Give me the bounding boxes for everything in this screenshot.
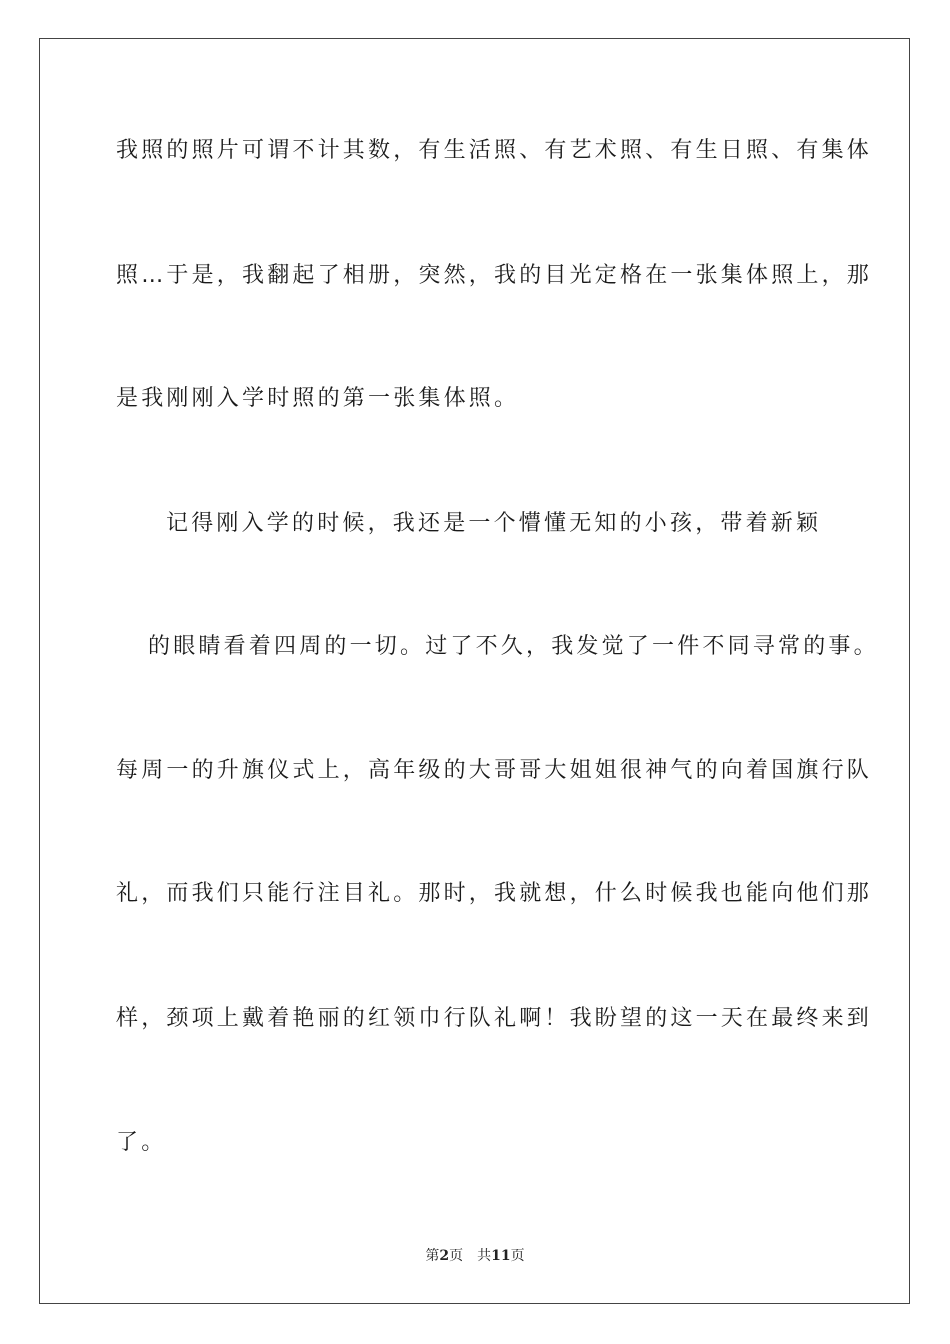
text-line-1: 我照的照片可谓不计其数，有生活照、有艺术照、有生日照、有集体 [116, 138, 873, 163]
text-line-2: 照…于是，我翻起了相册，突然，我的目光定格在一张集体照上，那 [116, 263, 873, 288]
page-border [39, 38, 910, 1304]
text-line-6: 每周一的升旗仪式上，高年级的大哥哥大姐姐很神气的向着国旗行队 [116, 758, 873, 783]
text-line-4: 记得刚入学的时候，我还是一个懵懂无知的小孩，带着新颖 [166, 511, 822, 536]
text-line-9: 了。 [116, 1130, 167, 1155]
footer-page-prefix: 第 [425, 1248, 440, 1264]
footer-page-suffix: 页 [449, 1248, 464, 1264]
footer-total-pages: 11 [491, 1248, 511, 1264]
text-line-7: 礼，而我们只能行注目礼。那时，我就想，什么时候我也能向他们那 [116, 881, 873, 906]
page-footer [0, 1245, 950, 1265]
text-line-5: 的眼睛看着四周的一切。过了不久，我发觉了一件不同寻常的事。 [148, 634, 879, 659]
footer-page-current: 2 [439, 1248, 450, 1264]
footer-total-suffix: 页 [510, 1248, 525, 1264]
text-line-3: 是我刚刚入学时照的第一张集体照。 [116, 386, 520, 411]
footer-total-prefix: 共 [477, 1248, 492, 1264]
text-line-8: 样，颈项上戴着艳丽的红领巾行队礼啊！我盼望的这一天在最终来到 [116, 1006, 873, 1031]
